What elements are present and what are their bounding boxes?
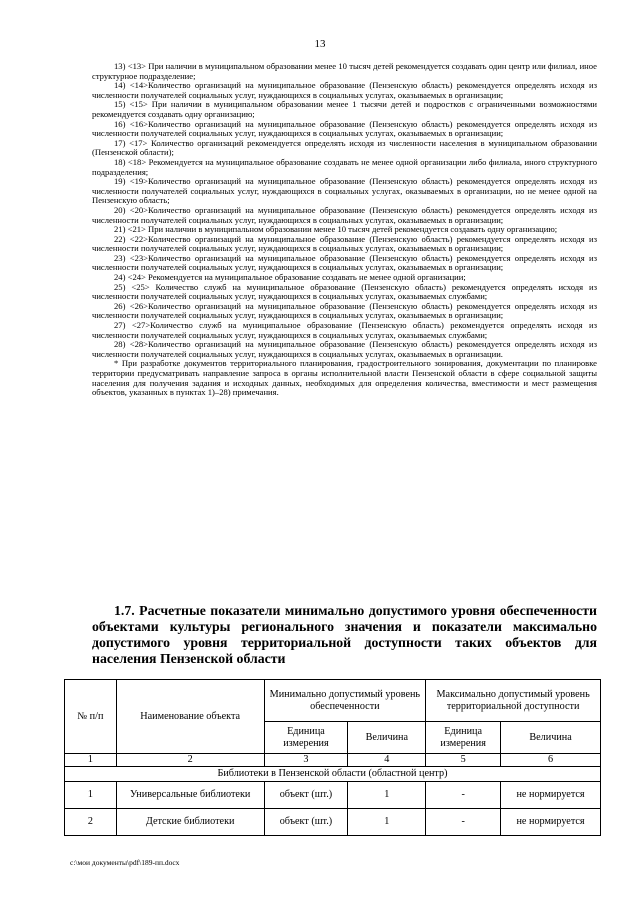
note-17: 17) <17> Количество организаций рекомендуется определять исходя из численности населения в муниципальном образовании (Пензенской области); (92, 137, 597, 158)
note-26: 26) <26>Количество организаций на муниципальное образование (Пензенскую область) рекомендуется определять исходя из численности получателей социальных услуг, нуждающихся в социальных услугах, оказываемых в организации; (92, 300, 597, 321)
note-18: 18) <18> Рекомендуется на муниципальное образование создавать не менее одной организации либо филиала, иного структурного подразделения; (92, 156, 597, 177)
row-unit-max: - (426, 809, 501, 836)
group-label: Библиотеки в Пензенской области (областной центр) (65, 767, 601, 782)
section-number: 1.7. (114, 603, 135, 618)
note-asterisk: * При разработке документов территориального планирования, градостроительного зонирования, документации по планировке территории предусматривать направление запроса в органы исполнительной власти Пензенской области в сфере социальной защиты населения для получения задания и исходных данных, необходимых для определения количества, вместимости и мест размещения объектов, указанных в пунктах 1)–28) примечания. (92, 358, 597, 398)
row-unit-max: - (426, 782, 501, 809)
note-24: 24) <24> Рекомендуется на муниципальное образование создавать не менее одной организации; (114, 272, 466, 283)
header-unit-max: Единица измерения (426, 722, 501, 754)
header-name: Наименование объекта (116, 680, 264, 754)
note-19: 19) <19>Количество организаций на муниципальное образование (Пензенскую область) рекомендуется определять исходя из численности получателей социальных услуг, нуждающихся в социальных услугах, оказываемых в организации, но не менее одной на Пензенскую область; (92, 176, 597, 206)
note-16: 16) <16>Количество организаций на муниципальное образование (Пензенскую область) рекомендуется определять исходя из численности получателей социальных услуг, нуждающихся в социальных услугах, оказываемых в организации; (92, 118, 597, 139)
index-cell: 5 (426, 754, 501, 767)
header-min-group: Минимально допустимый уровень обеспеченности (264, 680, 426, 722)
row-unit-min: объект (шт.) (264, 809, 348, 836)
note-21: 21) <21> При наличии в муниципальном образовании менее 10 тысяч детей рекомендуется создавать одну организацию; (114, 224, 558, 235)
row-unit-min: объект (шт.) (264, 782, 348, 809)
row-value-max: не нормируется (501, 782, 601, 809)
row-name: Детские библиотеки (116, 809, 264, 836)
note-22: 22) <22>Количество организаций на муниципальное образование (Пензенскую область) рекомендуется определять исходя из численности получателей социальных услуг, нуждающихся в социальных услугах, оказываемых в организации; (92, 233, 597, 254)
table-row (65, 809, 601, 836)
note-13: 13) <13> При наличии в муниципальном образовании менее 10 тысяч детей рекомендуется создавать один центр или филиал, иное структурное подразделение; (92, 61, 597, 81)
note-27: 27) <27>Количество служб на муниципальное образование (Пензенскую область) рекомендуется определять исходя из численности получателей социальных услуг, нуждающихся в социальных услугах, оказываемых службами; (92, 320, 597, 340)
row-num: 2 (65, 809, 117, 836)
row-name: Универсальные библиотеки (116, 782, 264, 809)
note-25: 25) <25> Количество служб на муниципальное образование (Пензенскую область) рекомендуется определять исходя из численности получателей социальных услуг, нуждающихся в социальных услугах, оказываемых службами; (92, 281, 597, 302)
note-15: 15) <15> При наличии в муниципальном образовании менее 1 тысячи детей и подростков с ограниченными возможностями рекомендуется создавать одну организацию; (92, 99, 597, 119)
index-cell: 1 (65, 754, 117, 767)
index-cell: 4 (348, 754, 426, 767)
row-value-max: не нормируется (501, 809, 601, 836)
row-value-min: 1 (348, 782, 426, 809)
row-num: 1 (65, 782, 117, 809)
index-cell: 6 (501, 754, 601, 767)
norms-table (64, 679, 601, 836)
index-cell: 2 (116, 754, 264, 767)
section-heading (92, 603, 597, 667)
note-20: 20) <20>Количество организаций на муниципальное образование (Пензенскую область) рекомендуется определять исходя из численности получателей социальных услуг, нуждающихся в социальных услугах, оказываемых в организации; (92, 204, 597, 225)
note-28: 28) <28>Количество организаций на муниципальное образование (Пензенскую область) рекомендуется определять исходя из численности получателей социальных услуг, нуждающихся в социальных услугах, оказываемых в организации. (92, 339, 597, 359)
header-max-group: Максимально допустимый уровень территориальной доступности (426, 680, 601, 722)
header-value-max: Величина (501, 722, 601, 754)
table-row (65, 782, 601, 809)
header-value-min: Величина (348, 722, 426, 754)
note-23: 23) <23>Количество организаций на муниципальное образование (Пензенскую область) рекомендуется определять исходя из численности получателей социальных услуг, нуждающихся в социальных услугах, оказываемых в организации; (92, 252, 597, 273)
index-cell: 3 (264, 754, 348, 767)
section-title: Расчетные показатели минимально допустимого уровня обеспеченности объектами культуры регионального значения и показатели максимально допустимого уровня территориальной доступности таких объектов для населения Пензенской области (92, 603, 598, 666)
file-path-footer: c:\мои документы\pdf\189-пп.docx (70, 858, 180, 867)
header-unit-min: Единица измерения (264, 722, 348, 754)
page-number: 13 (314, 38, 326, 50)
notes-block (92, 62, 597, 398)
header-num: № п/п (65, 680, 117, 754)
row-value-min: 1 (348, 809, 426, 836)
note-14: 14) <14>Количество организаций на муниципальное образование (Пензенскую область) рекомендуется определять исходя из численности получателей социальных услуг, нуждающихся в социальных услугах, оказываемых в организации; (92, 80, 597, 100)
